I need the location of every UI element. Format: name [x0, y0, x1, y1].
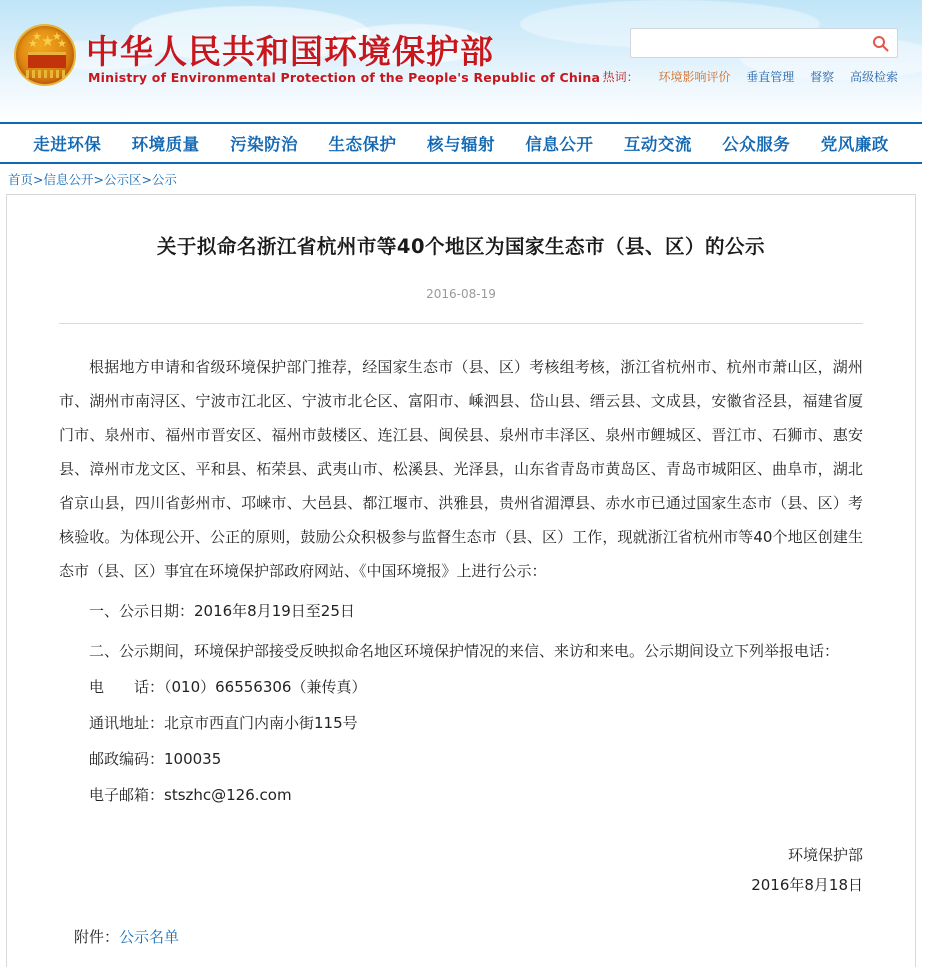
article-paragraph-3: 电 话：（010）66556306（兼传真）	[89, 678, 367, 696]
emblem-star: ★	[41, 32, 55, 50]
search-input[interactable]	[631, 30, 863, 56]
attachment-label: 附件：	[74, 928, 120, 946]
article-container	[6, 194, 916, 967]
nav-item-8[interactable]: 党风廉政	[820, 135, 889, 154]
emblem-gate	[28, 52, 66, 68]
breadcrumb-text: 首页>信息公开>公示区>公示	[8, 172, 177, 187]
article-paragraph-4: 通讯地址：北京市西直门内南小街115号	[89, 714, 358, 732]
article-paragraph-0: 根据地方申请和省级环境保护部门推荐，经国家生态市（县、区）考核组考核，浙江省杭州市、杭州市萧山区，湖州市、湖州市南浔区、宁波市江北区、宁波市北仑区、富阳市、嵊泗县、岱山县、缙云县、文成县，安徽省泾县，福建省厦门市、泉州市、福州市晋安区、福州市鼓楼区、连江县、闽侯县、泉州市丰泽区、泉州市鲤城区、晋江市、石狮市、惠安县、漳州市龙文区、平和县、柘荣县、武夷山市、松溪县、光泽县，山东省青岛市黄岛区、青岛市城阳区、曲阜市，湖北省京山县，四川省彭州市、邛崃市、大邑县、都江堰市、洪雅县，贵州省湄潭县、赤水市已通过国家生态市（县、区）考核验收。为体现公开、公正的原则，鼓励公众积极参与监督生态市（县、区）工作，现就浙江省杭州市等40个地区创建生态市（县、区）事宜在环境保护部政府网站、《中国环境报》上进行公示：	[59, 358, 863, 580]
breadcrumb[interactable]	[0, 164, 922, 194]
publish-date: 2016-08-19	[426, 287, 496, 301]
page-title: 关于拟命名浙江省杭州市等40个地区为国家生态市（县、区）的公示	[156, 235, 766, 258]
emblem-rays	[26, 70, 68, 78]
signature-date: 2016年8月18日	[751, 876, 863, 894]
article-paragraph-1: 一、公示日期：2016年8月19日至25日	[89, 602, 355, 620]
article-paragraph-5: 邮政编码：100035	[89, 750, 222, 768]
hotword-link-2[interactable]: 垂直管理	[746, 70, 795, 84]
attachment-link[interactable]: 公示名单	[119, 928, 180, 946]
nav-item-1[interactable]: 环境质量	[131, 135, 200, 154]
hotwords	[603, 68, 898, 85]
search-bar[interactable]	[630, 28, 898, 58]
nav-item-7[interactable]: 公众服务	[722, 135, 791, 154]
nav-item-6[interactable]: 互动交流	[623, 135, 692, 154]
national-emblem-icon	[14, 24, 76, 86]
emblem-star: ★	[57, 37, 67, 50]
search-icon	[872, 35, 889, 52]
hotword-link-4[interactable]: 高级检索	[849, 70, 898, 84]
site-title-en: Ministry of Environmental Protection of the People's Republic of China	[88, 70, 601, 85]
search-button[interactable]	[863, 29, 897, 57]
signature-block	[59, 840, 863, 900]
emblem-star: ★	[28, 37, 38, 50]
nav-item-2[interactable]: 污染防治	[230, 135, 299, 154]
hotword-link-3[interactable]: 督察	[810, 70, 835, 84]
attachment-row	[59, 926, 863, 947]
hotword-link-1[interactable]: 环境影响评价	[658, 70, 731, 84]
article-paragraph-6: 电子邮箱：stszhc@126.com	[89, 786, 292, 804]
emblem-star: ★	[52, 30, 62, 43]
signature-organization: 环境保护部	[787, 846, 863, 864]
site-header	[0, 0, 922, 122]
nav-item-4[interactable]: 核与辐射	[426, 135, 495, 154]
site-title-cn: 中华人民共和国环境保护部	[86, 32, 494, 71]
title-divider	[59, 323, 863, 324]
hotwords-label: 热词：	[602, 70, 639, 84]
nav-item-5[interactable]: 信息公开	[525, 135, 594, 154]
nav-item-3[interactable]: 生态保护	[328, 135, 397, 154]
nav-item-0[interactable]: 走进环保	[33, 135, 102, 154]
emblem-star: ★	[32, 30, 42, 43]
article-paragraph-2: 二、公示期间，环境保护部接受反映拟命名地区环境保护情况的来信、来访和来电。公示期间设立下列举报电话：	[89, 642, 840, 660]
main-navigation	[0, 122, 922, 164]
